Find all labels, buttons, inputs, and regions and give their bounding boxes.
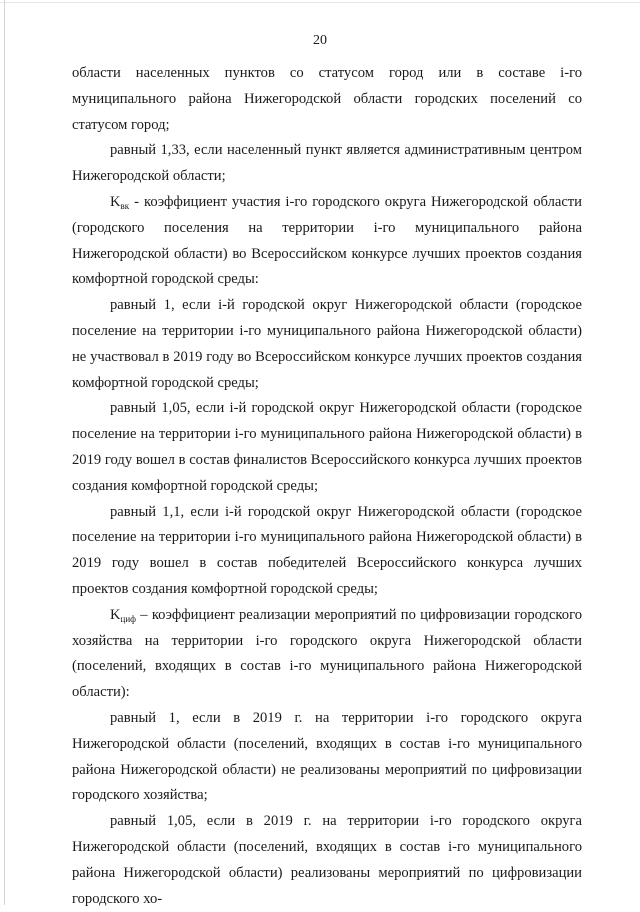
coefficient-description: – коэффициент реализации мероприятий по цифровизации городского хозяйства на территории i-го городского округа Нижегородской области (поселений, входящих в состав i-го муниципального района Нижегородской области): — [72, 606, 582, 701]
coefficient-symbol: K — [110, 606, 121, 623]
paragraph: равный 1, если в 2019 г. на территории i-го городского округа Нижегородской области (поселений, входящих в состав i-го муниципального района Нижегородской области) не реализованы мероприятий по цифровизации городского хозяйства; — [72, 709, 582, 804]
paragraph: области населенных пунктов со статусом город или в составе i-го муниципального района Нижегородской области городских поселений со статусом город; — [72, 65, 582, 133]
paragraph: равный 1,33, если населенный пункт является административным центром Нижегородской области; — [72, 142, 582, 185]
coefficient-subscript: циф — [120, 613, 137, 624]
paragraph: равный 1,05, если в 2019 г. на территории i-го городского округа Нижегородской области (поселений, входящих в состав i-го муниципального района Нижегородской области) реализованы мероприятий по цифровизации городского хо- — [72, 813, 582, 907]
paragraph: равный 1, если i-й городской округ Нижегородской области (городское поселение на территории i-го муниципального района Нижегородской области) не участвовал в 2019 году во Всероссийском конкурсе лучших проектов создания комфортной городской среды; — [72, 297, 582, 391]
coefficient-description: - коэффициент участия i-го городского округа Нижегородской области (городского поселения на территории i-го муниципального района Нижегородской области) во Всероссийском конкурсе лучших проектов создания комфортной городской среды: — [72, 193, 582, 288]
coefficient-definition-paragraph — [72, 603, 582, 706]
paragraph: равный 1,1, если i-й городской округ Нижегородской области (городское поселение на территории i-го муниципального района Нижегородской области) в 2019 году вошел в состав победителей Всероссийского конкурса лучших проектов создания комфортной городской среды; — [72, 503, 582, 597]
page-number: 20 — [313, 33, 327, 48]
document-body — [72, 61, 582, 912]
scan-edge-left — [4, 0, 5, 905]
coefficient-symbol: K — [110, 193, 121, 210]
scan-edge-top — [0, 2, 640, 3]
coefficient-subscript: вк — [120, 200, 130, 211]
paragraph: равный 1,05, если i-й городской округ Нижегородской области (городское поселение на территории i-го муниципального района Нижегородской области) в 2019 году вошел в состав финалистов Всероссийского конкурса лучших проектов создания комфортной городской среды; — [72, 400, 582, 494]
coefficient-definition-paragraph — [72, 190, 582, 293]
